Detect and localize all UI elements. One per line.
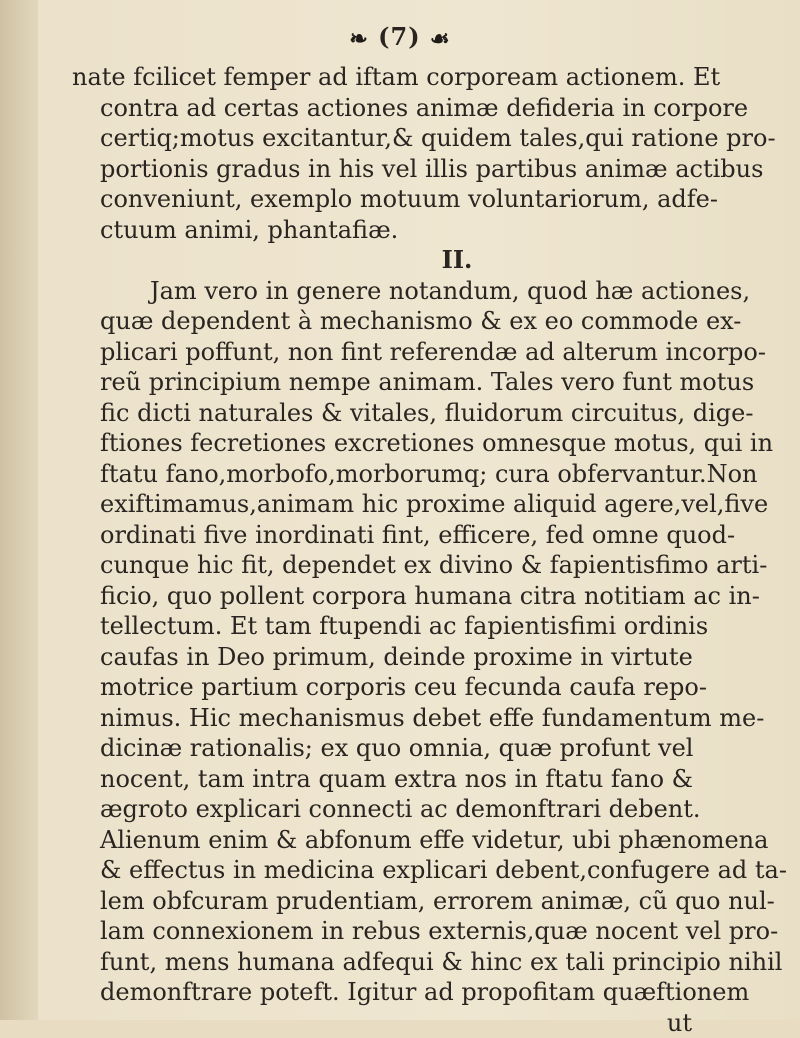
text-line: ctuum animi, phantafiæ. [72,215,712,246]
text-line: portionis gradus in his vel illis partibus animæ actibus [72,154,712,185]
left-ornament-icon: ❧ [349,26,368,52]
text-line: lem obfcuram prudentiam, errorem animæ, cũ quo nul- [72,886,712,917]
text-line: conveniunt, exemplo motuum voluntariorum, adfe- [72,184,712,215]
right-ornament-icon: ☙ [430,26,451,52]
text-line: nate fcilicet femper ad iftam corpoream actionem. Et [72,62,712,93]
text-line: ordinati five inordinati fint, efficere, fed omne quod- [72,520,712,551]
binding-gutter [0,0,38,1020]
text-line: ftiones fecretiones excretiones omnesque motus, qui in [72,428,712,459]
text-line: nimus. Hic mechanismus debet effe fundamentum me- [72,703,712,734]
text-line: exiftimamus,animam hic proxime aliquid agere,vel,five [72,489,712,520]
text-line: ftatu fano,morbofo,morborumq; cura obfervantur.Non [72,459,712,490]
page-number: (7) [378,22,420,51]
section-number: II. [72,245,712,276]
page-header [0,22,800,52]
text-line: Jam vero in genere notandum, quod hæ actiones, [72,276,712,307]
catchword: ut [72,1008,712,1038]
text-line: & effectus in medicina explicari debent,confugere ad ta- [72,855,712,886]
text-line: plicari poffunt, non fint referendæ ad alterum incorpo- [72,337,712,368]
text-line: demonftrare poteft. Igitur ad propofitam quæftionem [72,977,712,1008]
text-line: ficio, quo pollent corpora humana citra notitiam ac in- [72,581,712,612]
text-line: funt, mens humana adfequi & hinc ex tali principio nihil [72,947,712,978]
text-line: contra ad certas actiones animæ defideria in corpore [72,93,712,124]
text-line: caufas in Deo primum, deinde proxime in virtute [72,642,712,673]
text-line: lam connexionem in rebus externis,quæ nocent vel pro- [72,916,712,947]
text-line: nocent, tam intra quam extra nos in ftatu fano & [72,764,712,795]
text-line: reũ principium nempe animam. Tales vero funt motus [72,367,712,398]
text-line: cunque hic fit, dependet ex divino & fapientisfimo arti- [72,550,712,581]
text-line: certiq;motus excitantur,& quidem tales,qui ratione pro- [72,123,712,154]
text-line: dicinæ rationalis; ex quo omnia, quæ profunt vel [72,733,712,764]
text-line: tellectum. Et tam ftupendi ac fapientisfimi ordinis [72,611,712,642]
body-text [72,62,712,1038]
text-line: fic dicti naturales & vitales, fluidorum circuitus, dige- [72,398,712,429]
text-line: quæ dependent à mechanismo & ex eo commode ex- [72,306,712,337]
text-line: motrice partium corporis ceu fecunda caufa repo- [72,672,712,703]
text-line: Alienum enim & abfonum effe videtur, ubi phænomena [72,825,712,856]
text-line: ægroto explicari connecti ac demonftrari debent. [72,794,712,825]
